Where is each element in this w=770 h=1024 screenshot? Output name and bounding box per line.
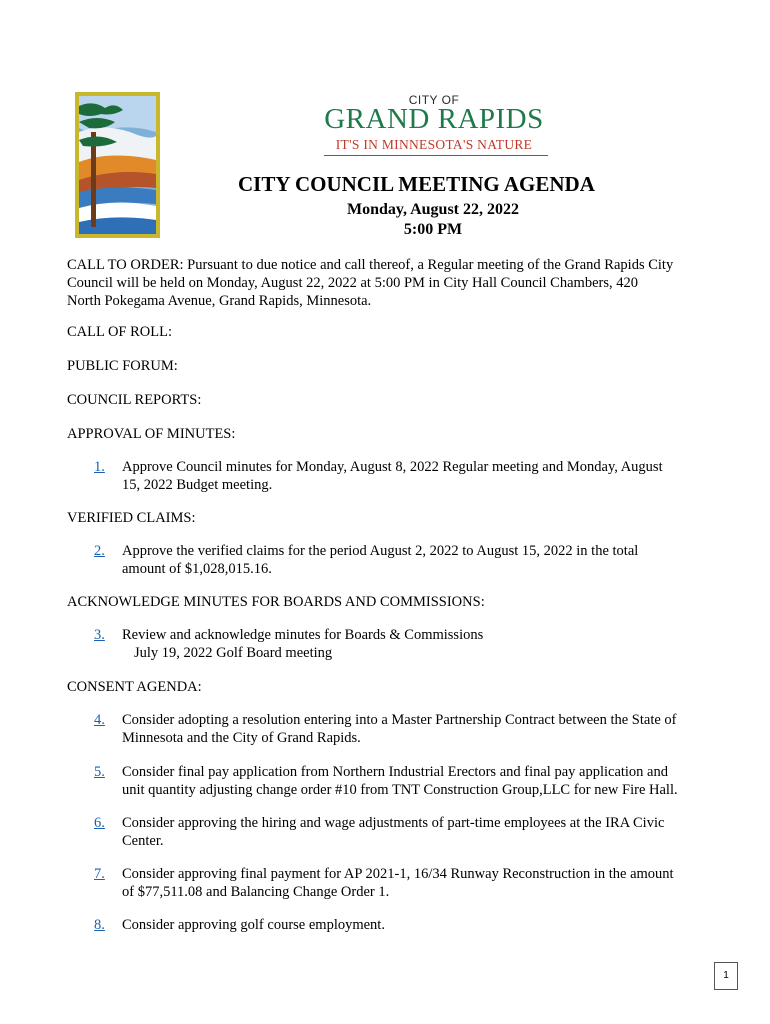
logo-grand-rapids: GRAND RAPIDS xyxy=(324,103,544,135)
page-number: 1 xyxy=(714,962,738,990)
logo-divider xyxy=(324,155,548,156)
agenda-item-line: Consider approving final payment for AP 2021-1, 16/34 Runway Reconstruction in the amount xyxy=(122,866,674,882)
agenda-item-text xyxy=(122,916,712,934)
call-to-order-line: Council will be held on Monday, August 22, 2022 at 5:00 PM in City Hall Council Chambers, 420 xyxy=(67,275,638,291)
agenda-item-link[interactable]: 7. xyxy=(94,866,105,882)
agenda-item-line: Review and acknowledge minutes for Boards & Commissions xyxy=(122,627,484,643)
agenda-item-link[interactable]: 5. xyxy=(94,764,105,780)
section-call-of-roll: CALL OF ROLL: xyxy=(67,324,172,340)
city-wordmark-logo xyxy=(318,93,550,159)
agenda-item-line: Approve the verified claims for the period August 2, 2022 to August 15, 2022 in the total xyxy=(122,543,639,559)
section-consent-agenda: CONSENT AGENDA: xyxy=(67,679,202,695)
agenda-item-line: Consider approving the hiring and wage adjustments of part-time employees at the IRA Civic xyxy=(122,815,665,831)
agenda-item-line: Minnesota and the City of Grand Rapids. xyxy=(122,730,361,746)
meeting-date: Monday, August 22, 2022 xyxy=(346,201,520,218)
call-to-order xyxy=(67,256,717,310)
section-verified-claims: VERIFIED CLAIMS: xyxy=(67,510,196,526)
agenda-item-link[interactable]: 4. xyxy=(94,712,105,728)
agenda-item-link[interactable]: 3. xyxy=(94,627,105,643)
logo-tagline: IT'S IN MINNESOTA'S NATURE xyxy=(335,137,533,152)
agenda-item-line: Consider approving golf course employment. xyxy=(122,917,385,933)
call-to-order-line: CALL TO ORDER: Pursuant to due notice and call thereof, a Regular meeting of the Grand Rapids City xyxy=(67,257,674,273)
agenda-item-line: Approve Council minutes for Monday, August 8, 2022 Regular meeting and Monday, August xyxy=(122,459,663,475)
agenda-item-text xyxy=(122,763,712,799)
agenda-item-text xyxy=(122,458,712,494)
agenda-item-text xyxy=(122,814,712,850)
agenda-item-text xyxy=(122,711,712,747)
section-council-reports: COUNCIL REPORTS: xyxy=(67,392,202,408)
agenda-item-link[interactable]: 2. xyxy=(94,543,105,559)
agenda-item-link[interactable]: 1. xyxy=(94,459,105,475)
agenda-item-text xyxy=(122,865,712,901)
page-title: CITY COUNCIL MEETING AGENDA xyxy=(238,172,595,196)
agenda-item-text xyxy=(122,542,712,578)
agenda-item-line: amount of $1,028,015.16. xyxy=(122,561,272,577)
section-public-forum: PUBLIC FORUM: xyxy=(67,358,178,374)
agenda-item-line: unit quantity adjusting change order #10 from TNT Construction Group,LLC for new Fire Hall. xyxy=(122,782,678,798)
agenda-item-line: July 19, 2022 Golf Board meeting xyxy=(134,645,333,661)
agenda-item-line: Consider adopting a resolution entering into a Master Partnership Contract between the State of xyxy=(122,712,677,728)
section-boards-commissions: ACKNOWLEDGE MINUTES FOR BOARDS AND COMMISSIONS: xyxy=(67,594,485,610)
agenda-item-link[interactable]: 8. xyxy=(94,917,105,933)
agenda-item-line: of $77,511.08 and Balancing Change Order 1. xyxy=(122,884,390,900)
section-approval-of-minutes: APPROVAL OF MINUTES: xyxy=(67,426,236,442)
agenda-item-text xyxy=(122,626,712,662)
call-to-order-line: North Pokegama Avenue, Grand Rapids, Minnesota. xyxy=(67,293,372,309)
meeting-time: 5:00 PM xyxy=(403,221,463,238)
agenda-item-line: Center. xyxy=(122,833,164,849)
agenda-item-line: 15, 2022 Budget meeting. xyxy=(122,477,273,493)
agenda-item-line: Consider final pay application from Northern Industrial Erectors and final pay application and xyxy=(122,764,668,780)
agenda-item-link[interactable]: 6. xyxy=(94,815,105,831)
logo-city-of: CITY OF xyxy=(408,93,460,107)
city-logo-artwork xyxy=(75,92,160,238)
